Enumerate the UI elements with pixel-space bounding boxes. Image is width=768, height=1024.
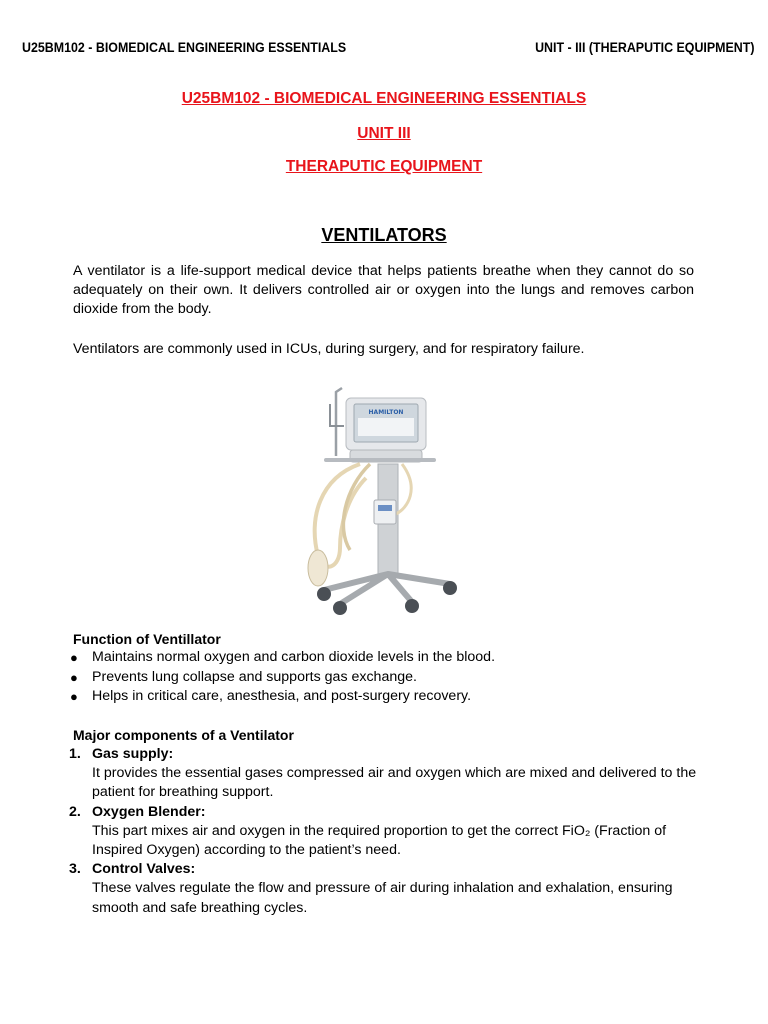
section-title: VENTILATORS bbox=[321, 225, 447, 245]
component-title: Oxygen Blender: bbox=[92, 803, 206, 820]
component-desc: This part mixes air and oxygen in the required proportion to get the correct FiO₂ (Fraction of Inspired Oxygen) according to the patient’s need. bbox=[92, 822, 667, 859]
topic-title: THERAPUTIC EQUIPMENT bbox=[285, 158, 483, 175]
function-list bbox=[70, 648, 495, 707]
ventilator-image bbox=[300, 378, 472, 618]
page-header-unit: UNIT - III (THERAPUTIC EQUIPMENT) bbox=[534, 40, 754, 55]
usage-paragraph: Ventilators are commonly used in ICUs, during surgery, and for respiratory failure. bbox=[73, 341, 585, 357]
component-desc: It provides the essential gases compressed air and oxygen which are mixed and delivered to the patient for breathing support. bbox=[92, 765, 697, 801]
course-title: U25BM102 - BIOMEDICAL ENGINEERING ESSENTIALS bbox=[181, 90, 587, 107]
list-item: 2. Oxygen Blender: This part mixes air and oxygen in the required proportion to get the correct FiO₂ (Fraction of Inspired Oxygen) according to the patient’s need. bbox=[69, 803, 709, 861]
component-title: Gas supply: bbox=[92, 746, 174, 762]
components-list bbox=[69, 745, 709, 918]
unit-title: UNIT III bbox=[357, 125, 411, 142]
list-item: ● Helps in critical care, anesthesia, and post-surgery recovery. bbox=[70, 687, 495, 707]
components-heading: Major components of a Ventilator bbox=[73, 727, 294, 743]
screen-brand: HAMILTON bbox=[368, 409, 404, 416]
ventilator-illustration bbox=[300, 378, 472, 618]
list-item: 1. Gas supply: It provides the essential gases compressed air and oxygen which are mixed and delivered to the patient for breathing support. bbox=[69, 745, 709, 803]
bullet-icon: ● bbox=[70, 689, 78, 704]
intro-paragraph: A ventilator is a life-support medical device that helps patients breathe when they cannot do so adequately on their own. It delivers controlled air or oxygen into the lungs and removes carbon dioxide from the body. bbox=[73, 263, 694, 318]
component-title: Control Valves: bbox=[92, 861, 196, 878]
bullet-icon: ● bbox=[70, 650, 78, 665]
page-header-course: U25BM102 - BIOMEDICAL ENGINEERING ESSENTIALS bbox=[22, 40, 347, 55]
list-item: 3. Control Valves: These valves regulate the flow and pressure of air during inhalation and exhalation, ensuring smooth and safe breathing cycles. bbox=[69, 860, 709, 918]
list-item: ● Prevents lung collapse and supports gas exchange. bbox=[70, 668, 495, 688]
bullet-icon: ● bbox=[70, 669, 78, 685]
list-item: ● Maintains normal oxygen and carbon dioxide levels in the blood. bbox=[70, 648, 495, 668]
function-heading: Function of Ventillator bbox=[73, 631, 221, 647]
component-desc: These valves regulate the flow and pressure of air during inhalation and exhalation, ensuring smooth and safe breathing cycles. bbox=[92, 880, 673, 916]
